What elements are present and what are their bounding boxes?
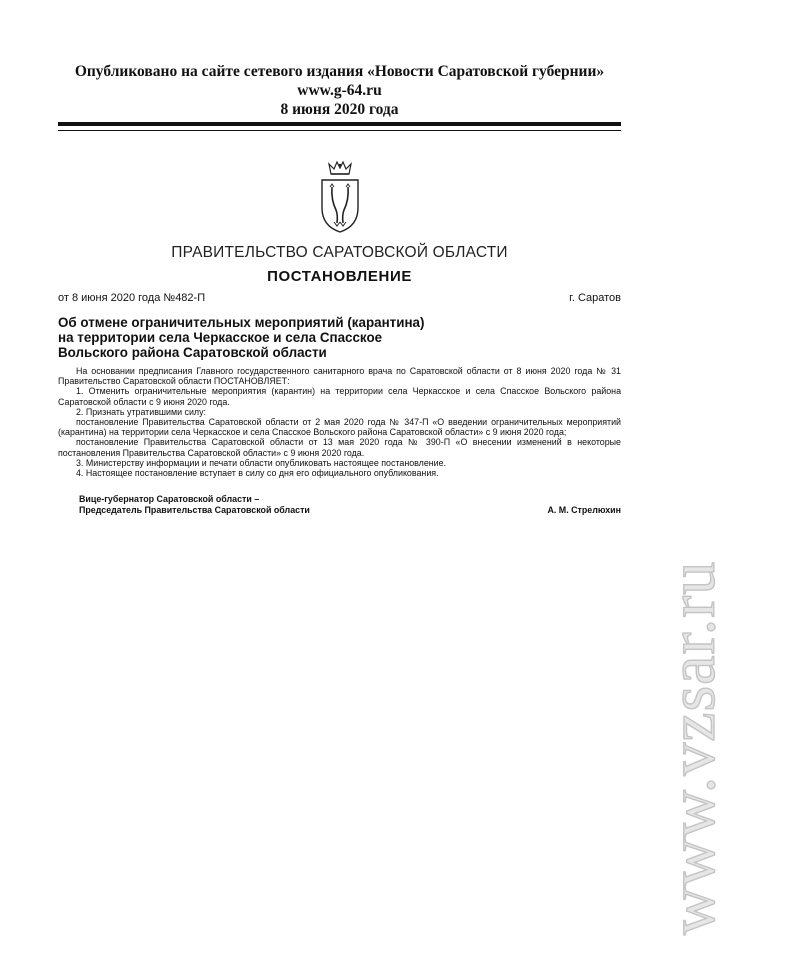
publication-header — [0, 62, 679, 119]
signatory-title-line: Председатель Правительства Саратовской области — [79, 504, 310, 515]
watermark — [545, 560, 785, 935]
body-paragraph: постановление Правительства Саратовской области от 2 мая 2020 года № 347-П «О введении ограничительных мероприятий (карантина) на территории села Черкасское и села Спасское Вольского района Саратовской области» с 9 июня 2020 года; — [58, 417, 621, 438]
government-title: ПРАВИТЕЛЬСТВО САРАТОВСКОЙ ОБЛАСТИ — [171, 244, 508, 261]
body-paragraph: 2. Признать утратившими силу: — [76, 406, 206, 417]
document-heading — [58, 315, 518, 360]
saratov-coat-of-arms-icon — [319, 160, 361, 235]
document-date-number: от 8 июня 2020 года №482-П — [58, 292, 206, 304]
body-paragraph: постановление Правительства Саратовской области от 13 мая 2020 года № 390-П «О внесении изменений в некоторые постановления Правительства Саратовской области» с 9 июня 2020 года. — [58, 437, 621, 458]
header-rule-thick — [58, 122, 621, 126]
document-meta — [58, 292, 621, 304]
document-place: г. Саратов — [569, 292, 621, 304]
body-paragraph: 4. Настоящее постановление вступает в силу со дня его официального опубликования. — [76, 468, 439, 479]
heading-line: на территории села Черкасское и села Спасское — [58, 330, 383, 345]
body-paragraph: 1. Отменить ограничительные мероприятия (карантин) на территории села Черкасское и села Спасское Вольского района Саратовской области с 9 июня 2020 года. — [58, 386, 621, 407]
heading-line: Об отмене ограничительных мероприятий (карантина) — [58, 315, 425, 330]
body-paragraph: 3. Министерству информации и печати области опубликовать настоящее постановление. — [76, 457, 447, 468]
heading-line: Вольского района Саратовской области — [58, 345, 327, 360]
body-paragraph: На основании предписания Главного государственного санитарного врача по Саратовской области от 8 июня 2020 года № 31 Правительство Саратовской области ПОСТАНОВЛЯЕТ: — [58, 366, 621, 387]
document-type: ПОСТАНОВЛЕНИЕ — [267, 268, 412, 285]
signatory-title — [79, 494, 310, 515]
publication-site: www.g-64.ru — [297, 82, 382, 99]
publication-date: 8 июня 2020 года — [280, 101, 399, 118]
watermark-text: www.vzsar.ru — [656, 560, 729, 935]
publication-line: Опубликовано на сайте сетевого издания «Новости Саратовской губернии» — [74, 63, 605, 80]
document-body — [58, 366, 621, 478]
signature-block — [79, 494, 621, 515]
signatory-title-line: Вице-губернатор Саратовской области – — [79, 494, 260, 504]
signatory-name: А. М. Стрелюхин — [547, 504, 621, 515]
header-rule-thin — [58, 130, 621, 131]
